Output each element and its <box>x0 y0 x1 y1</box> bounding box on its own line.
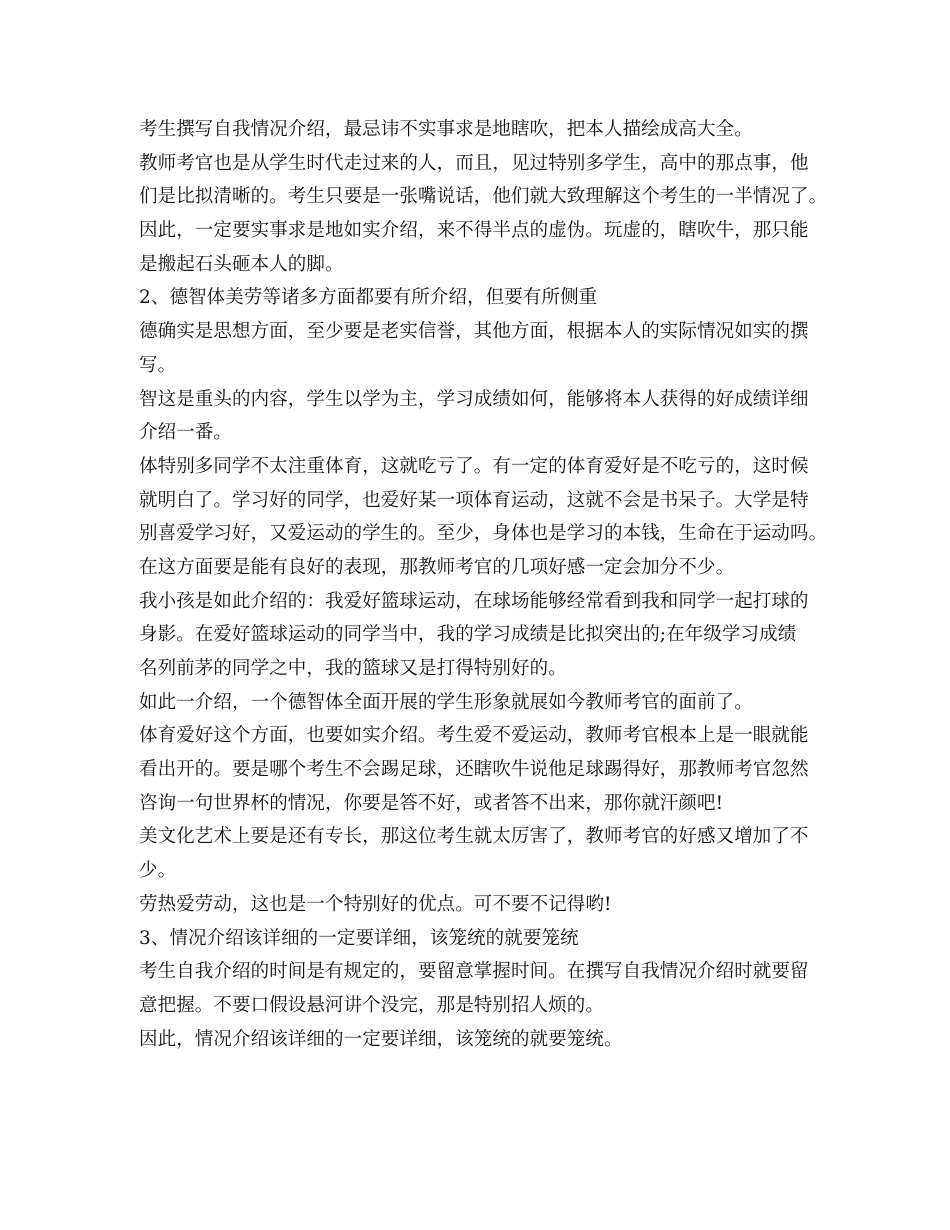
text-line: 们是比拟清晰的。考生只要是一张嘴说话，他们就大致理解这个考生的一半情况了。 <box>139 186 828 208</box>
text-line: 介绍一番。 <box>139 422 233 444</box>
text-line: 美文化艺术上要是还有专长，那这位考生就太厉害了，教师考官的好感又增加了不 <box>139 826 809 848</box>
text-line: 智这是重头的内容，学生以学为主，学习成绩如何，能够将本人获得的好成绩详细 <box>139 388 809 410</box>
section-heading: 2、德智体美劳等诸多方面都要有所介绍，但要有所侧重 <box>139 287 598 309</box>
text-line: 别喜爱学习好，又爱运动的学生的。至少，身体也是学习的本钱，生命在于运动吗。 <box>139 523 828 545</box>
text-line: 教师考官也是从学生时代走过来的人，而且，见过特别多学生，高中的那点事，他 <box>139 152 809 174</box>
text-line: 身影。在爱好篮球运动的同学当中，我的学习成绩是比拟突出的;在年级学习成绩 <box>139 624 797 646</box>
text-line: 我小孩是如此介绍的：我爱好篮球运动，在球场能够经常看到我和同学一起打球的 <box>139 590 809 612</box>
text-line: 考生自我介绍的时间是有规定的，要留意掌握时间。在撰写自我情况介绍时就要留 <box>139 961 809 983</box>
text-line: 在这方面要是能有良好的表现，那教师考官的几项好感一定会加分不少。 <box>139 556 735 578</box>
text-line: 考生撰写自我情况介绍，最忌讳不实事求是地瞎吹，把本人描绘成高大全。 <box>139 119 753 140</box>
text-line: 因此，一定要实事求是地如实介绍，来不得半点的虚伪。玩虚的，瞎吹牛，那只能 <box>139 220 809 242</box>
text-line: 是搬起石头砸本人的脚。 <box>139 253 344 275</box>
text-line: 体特别多同学不太注重体育，这就吃亏了。有一定的体育爱好是不吃亏的，这时候 <box>139 455 809 477</box>
text-line: 看出开的。要是哪个考生不会踢足球，还瞎吹牛说他足球踢得好，那教师考官忽然 <box>139 759 809 781</box>
section-heading: 3、情况介绍该详细的一定要详细，该笼统的就要笼统 <box>139 927 579 949</box>
text-line: 意把握。不要口假设悬河讲个没完，那是特别招人烦的。 <box>139 994 605 1016</box>
text-line: 体育爱好这个方面，也要如实介绍。考生爱不爱运动，教师考官根本上是一眼就能 <box>139 725 809 747</box>
document-body <box>139 113 839 1056</box>
text-line: 名列前茅的同学之中，我的篮球又是打得特别好的。 <box>139 658 567 679</box>
text-line: 写。 <box>139 354 177 376</box>
text-line: 因此，情况介绍该详细的一定要详细，该笼统的就要笼统。 <box>139 1028 623 1050</box>
text-line: 少。 <box>139 860 177 882</box>
text-line: 咨询一句世界杯的情况，你要是答不好，或者答不出来，那你就汗颜吧! <box>139 792 724 814</box>
text-line: 就明白了。学习好的同学，也爱好某一项体育运动，这就不会是书呆子。大学是特 <box>139 489 809 511</box>
text-line: 如此一介绍，一个德智体全面开展的学生形象就展如今教师考官的面前了。 <box>139 691 753 713</box>
text-line: 德确实是思想方面，至少要是老实信誉，其他方面，根据本人的实际情况如实的撰 <box>139 321 809 343</box>
text-line: 劳热爱劳动，这也是一个特别好的优点。可不要不记得哟! <box>139 893 612 915</box>
